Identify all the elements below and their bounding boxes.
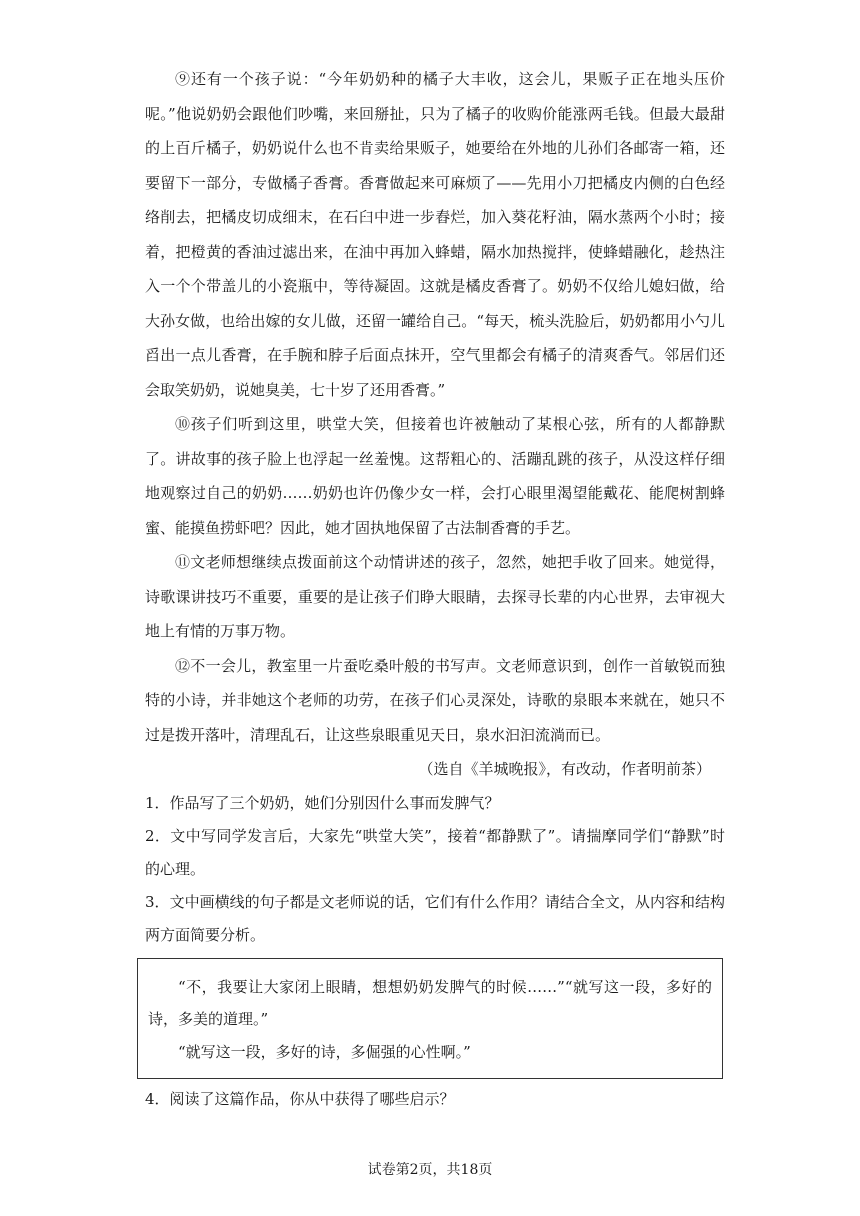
paragraph-10: ⑩孩子们听到这里，哄堂大笑，但接着也许被触动了某根心弦，所有的人都静默了。讲故事的孩子脸上也浮起一丝羞愧。这帮粗心的、活蹦乱跳的孩子，从没这样仔细地观察过自己的奶奶……奶奶也许仍像少女一样，会打心眼里渴望能戴花、能爬树割蜂蜜、能摸鱼捞虾吧？因此，她才固执地保留了古法制香膏的手艺。 <box>145 415 725 537</box>
quote-box <box>137 958 723 1080</box>
question-3: 3．文中画横线的句子都是文老师说的话，它们有什么作用？请结合全文，从内容和结构两方面简要分析。 <box>145 892 725 944</box>
paragraph-11: ⑪文老师想继续点拨面前这个动情讲述的孩子，忽然，她把手收了回来。她觉得，诗歌课讲技巧不重要，重要的是让孩子们睁大眼睛，去探寻长辈的内心世界，去审视大地上有情的万事万物。 <box>145 553 725 640</box>
question-2: 2．文中写同学发言后，大家先“哄堂大笑”，接着“都静默了”。请揣摩同学们“静默”时的心理。 <box>145 826 725 878</box>
paragraph-12: ⑫不一会儿，教室里一片蚕吃桑叶般的书写声。文老师意识到，创作一首敏锐而独特的小诗，并非她这个老师的功劳，在孩子们心灵深处，诗歌的泉眼本来就在，她只不过是拨开落叶，清理乱石，让这些泉眼重见天日，泉水汩汩流淌而已。 <box>145 656 725 744</box>
question-1: 1．作品写了三个奶奶，她们分别因什么事而发脾气？ <box>145 793 500 812</box>
quote-line-2: “就写这一段，多好的诗，多倔强的心性啊。” <box>178 1042 471 1061</box>
source-citation: （选自《羊城晚报》，有改动，作者明前茶） <box>418 760 711 778</box>
quote-line-1: “不，我要让大家闭上眼睛，想想奶奶发脾气的时候……”“就写这一段，多好的诗，多美的道理。” <box>148 977 712 1028</box>
page-number-footer: 试卷第2页，共18页 <box>367 1162 493 1178</box>
question-4: 4．阅读了这篇作品，你从中获得了哪些启示？ <box>145 1090 455 1108</box>
page-content <box>145 62 725 1116</box>
paragraph-9: ⑨还有一个孩子说：“今年奶奶种的橘子大丰收，这会儿，果贩子正在地头压价呢。”他说奶奶会跟他们吵嘴，来回掰扯，只为了橘子的收购价能涨两毛钱。但最大最甜的上百斤橘子，奶奶说什么也不肯卖给果贩子，她要给在外地的儿孙们各邮寄一箱，还要留下一部分，专做橘子香膏。香膏做起来可麻烦了——先用小刀把橘皮内侧的白色经络削去，把橘皮切成细末，在石臼中进一步舂烂，加入葵花籽油，隔水蒸两个小时；接着，把橙黄的香油过滤出来，在油中再加入蜂蜡，隔水加热搅拌，使蜂蜡融化，趁热注入一个个带盖儿的小瓷瓶中，等待凝固。这就是橘皮香膏了。奶奶不仅给儿媳妇做，给大孙女做，也给出嫁的女儿做，还留一罐给自己。“每天，梳头洗脸后，奶奶都用小勺儿舀出一点儿香膏，在手腕和脖子后面点抹开，空气里都会有橘子的清爽香气。邻居们还会取笑奶奶，说她臭美，七十岁了还用香膏。” <box>145 70 725 399</box>
